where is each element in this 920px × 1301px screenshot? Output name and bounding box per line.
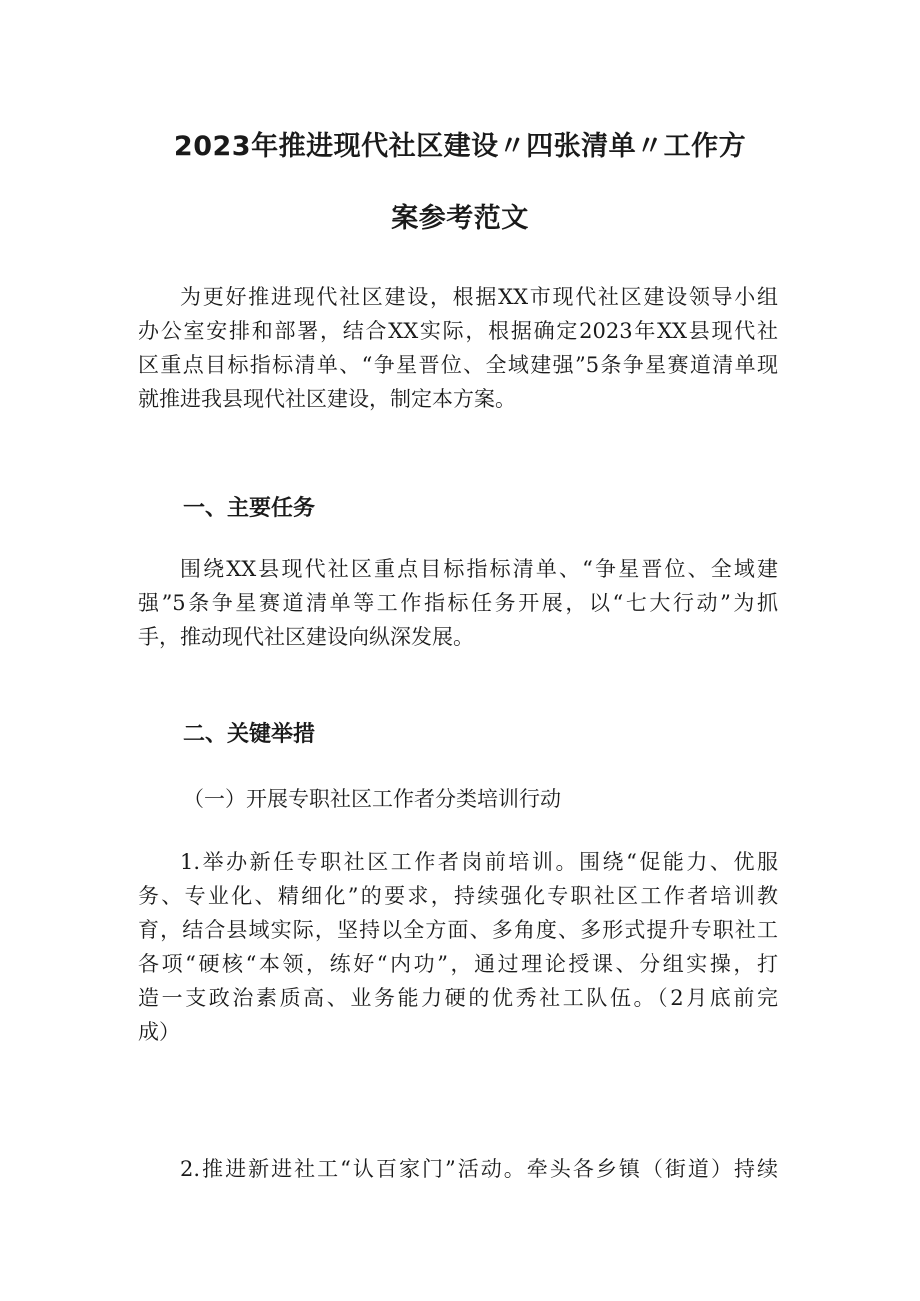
- section-1-paragraph: [138, 552, 778, 654]
- item-1-line: 造一支政治素质高、业务能力硬的优秀社工队伍。（2月底前完: [138, 986, 778, 1010]
- item-1-line: 1.举办新任专职社区工作者岗前培训。围绕“促能力、优服: [180, 850, 778, 874]
- subsection-1-heading: （一）开展专职社区工作者分类培训行动: [183, 787, 561, 811]
- item-1-paragraph: [138, 845, 778, 1049]
- item-2-line: 2.推进新进社工“认百家门”活动。牵头各乡镇（街道）持续: [180, 1157, 778, 1181]
- intro-line: 办公室安排和部署，结合XX实际，根据确定2023年XX县现代社: [138, 319, 778, 343]
- document-title-line-1: 2023年推进现代社区建设〃四张清单〃工作方: [173, 131, 747, 162]
- intro-line: 区重点目标指标清单、“争星晋位、全域建强”5条争星赛道清单现: [138, 353, 778, 377]
- intro-line: 就推进我县现代社区建设，制定本方案。: [138, 387, 516, 411]
- section-1-line: 手，推动现代社区建设向纵深发展。: [138, 625, 474, 649]
- section-2-heading: 二、关键举措: [183, 722, 316, 747]
- document-title-line-2: 案参考范文: [391, 203, 529, 234]
- intro-paragraph: [138, 280, 778, 416]
- section-1-line: 强”5条争星赛道清单等工作指标任务开展，以“七大行动”为抓: [138, 591, 778, 615]
- item-1-line: 各项“硬核“本领，练好“内功”，通过理论授课、分组实操，打: [138, 952, 778, 976]
- section-1-line: 围绕XX县现代社区重点目标指标清单、“争星晋位、全域建: [180, 557, 778, 581]
- item-1-line: 育，结合县域实际，坚持以全方面、多角度、多形式提升专职社工: [138, 918, 778, 942]
- item-2-paragraph: [138, 1152, 778, 1186]
- intro-line: 为更好推进现代社区建设，根据XX市现代社区建设领导小组: [180, 285, 778, 309]
- item-1-line: 务、专业化、精细化”的要求，持续强化专职社区工作者培训教: [138, 884, 778, 908]
- section-1-heading: 一、主要任务: [183, 496, 316, 521]
- item-1-line: 成）: [138, 1020, 180, 1044]
